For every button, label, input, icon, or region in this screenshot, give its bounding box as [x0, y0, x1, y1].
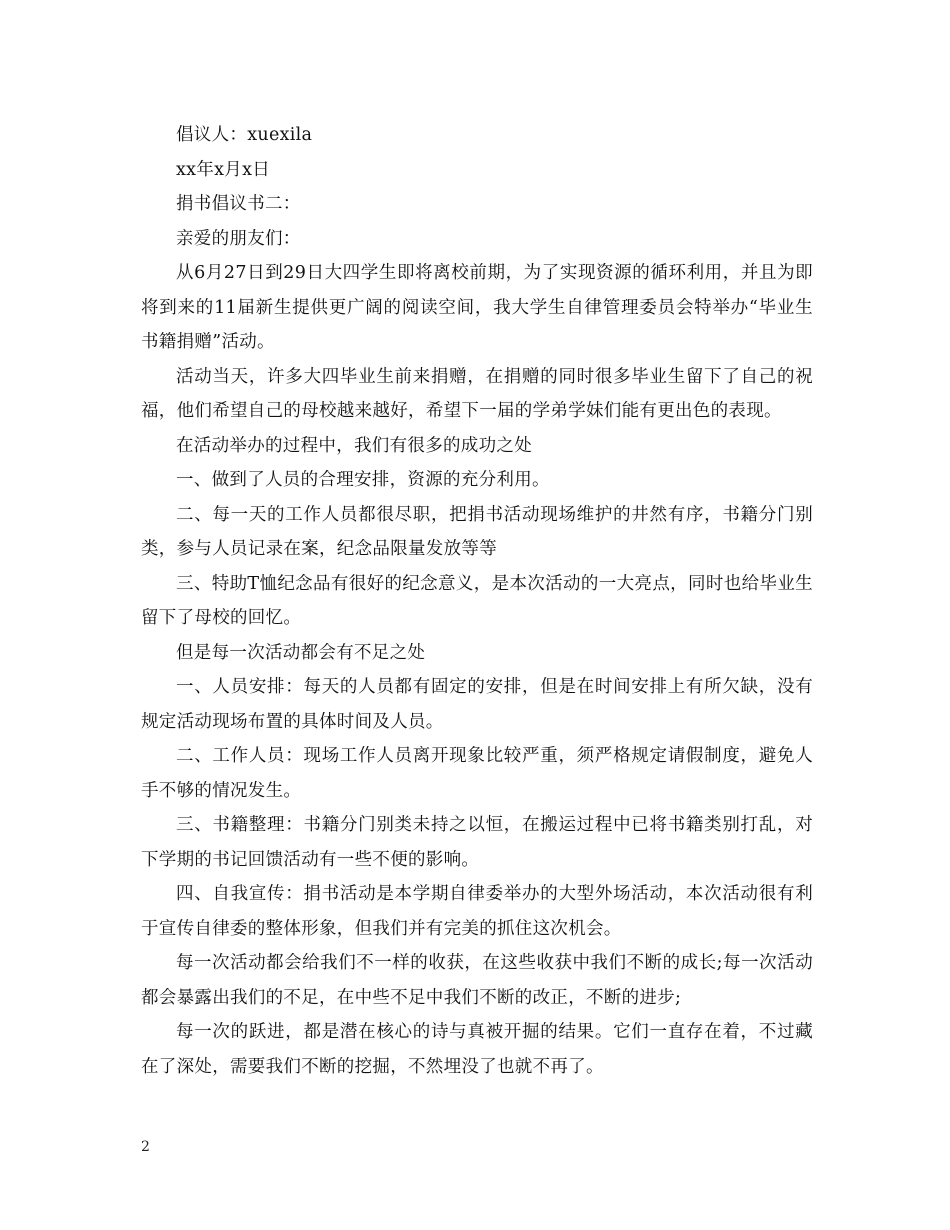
proposer-line: 倡议人：xuexila: [176, 125, 313, 145]
date-line: xx年x月x日: [176, 159, 271, 180]
document-body: [141, 118, 813, 1084]
paragraph: 但是每一次活动都会有不足之处: [176, 642, 426, 663]
list-item: 二、每一天的工作人员都很尽职，把捐书活动现场维护的井然有序，书籍分门别类，参与人员记录在案，纪念品限量发放等等: [141, 504, 813, 559]
paragraph: 每一次活动都会给我们不一样的收获，在这些收获中我们不断的成长;每一次活动都会暴露出我们的不足，在中些不足中我们不断的改正，不断的进步;: [141, 953, 813, 1008]
list-item: 三、书籍整理：书籍分门别类未持之以恒，在搬运过程中已将书籍类别打乱，对下学期的书记回馈活动有一些不便的影响。: [141, 815, 813, 870]
list-item: 四、自我宣传：捐书活动是本学期自律委举办的大型外场活动，本次活动很有利于宣传自律委的整体形象，但我们并有完美的抓住这次机会。: [141, 884, 813, 939]
paragraph: 活动当天，许多大四毕业生前来捐赠，在捐赠的同时很多毕业生留下了自己的祝福，他们希望自己的母校越来越好，希望下一届的学弟学妹们能有更出色的表现。: [141, 366, 813, 421]
salutation: 亲爱的朋友们：: [176, 228, 301, 249]
list-item: 三、特助T恤纪念品有很好的纪念意义，是本次活动的一大亮点，同时也给毕业生留下了母校的回忆。: [141, 573, 813, 628]
list-item: 一、人员安排：每天的人员都有固定的安排，但是在时间安排上有所欠缺，没有规定活动现场布置的具体时间及人员。: [141, 677, 813, 732]
paragraph: 从6月27日到29日大四学生即将离校前期，为了实现资源的循环利用，并且为即将到来的11届新生提供更广阔的阅读空间，我大学生自律管理委员会特举办“毕业生书籍捐赠”活动。: [141, 263, 813, 352]
page-number: 2: [141, 1139, 150, 1155]
section-heading: 捐书倡议书二：: [176, 194, 301, 214]
paragraph: 每一次的跃进，都是潜在核心的诗与真被开掘的结果。它们一直存在着，不过藏在了深处，需要我们不断的挖掘，不然埋没了也就不再了。: [141, 1022, 813, 1077]
list-item: 一、做到了人员的合理安排，资源的充分利用。: [176, 470, 550, 490]
paragraph: 在活动举办的过程中，我们有很多的成功之处: [176, 435, 532, 456]
list-item: 二、工作人员：现场工作人员离开现象比较严重，须严格规定请假制度，避免人手不够的情况发生。: [141, 746, 813, 801]
